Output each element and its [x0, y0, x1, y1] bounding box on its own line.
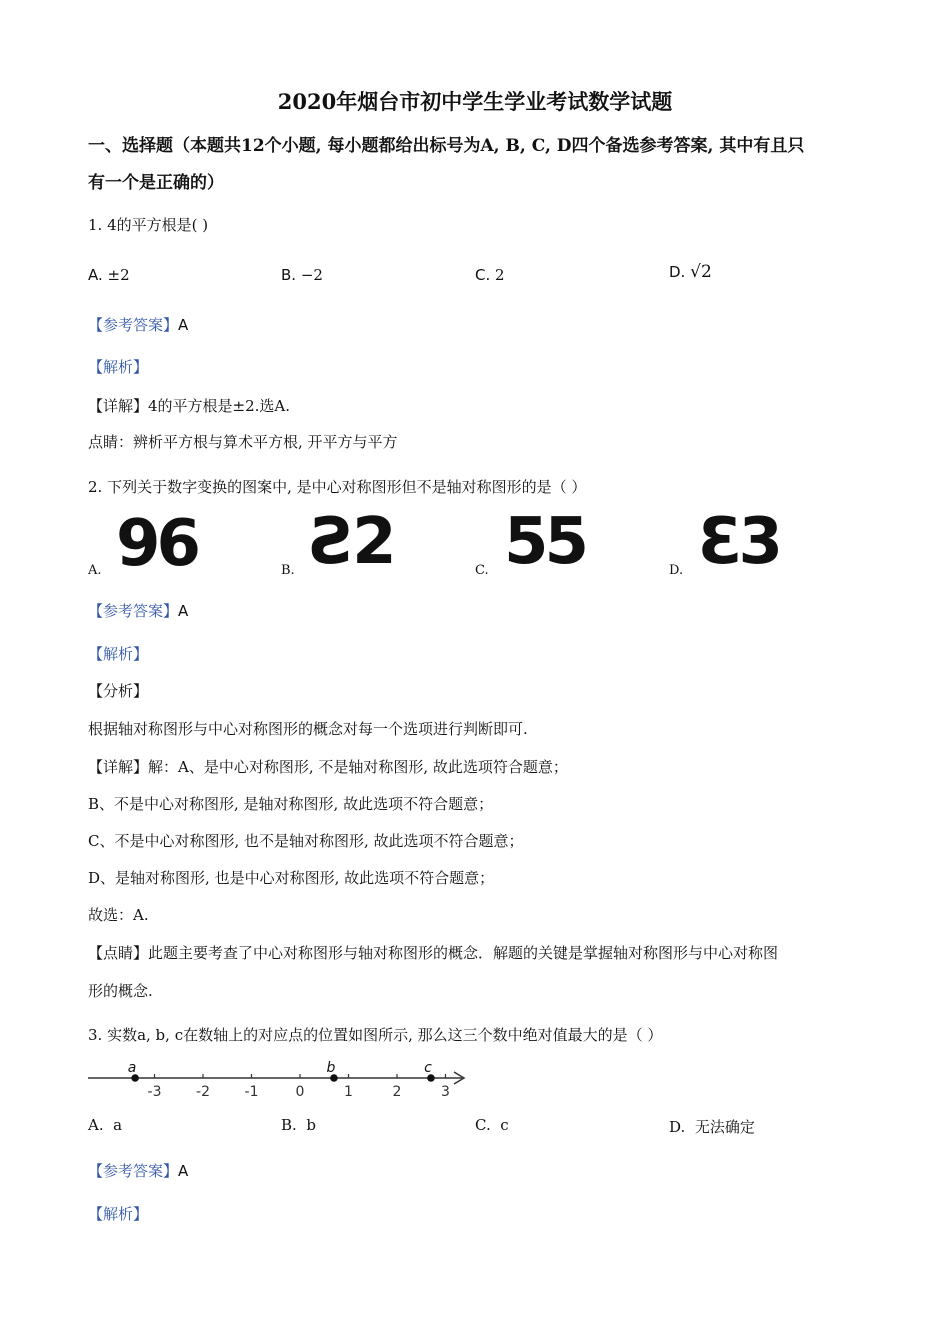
number-line-tick-label: 1 — [344, 1084, 353, 1100]
q3-answer-tag: 【参考答案】 — [88, 1162, 179, 1180]
q2-option-c-label: C. — [475, 563, 489, 578]
q2-fenxi-tag: 【分析】 — [88, 682, 149, 700]
q2-stem: 2. 下列关于数字变换的图案中, 是中心对称图形但不是轴对称图形的是（ ） — [88, 478, 587, 496]
q3-option-a-text: a — [113, 1116, 123, 1134]
q3-option-a — [88, 1116, 122, 1134]
q1-option-d-text: √2 — [690, 262, 712, 282]
q2-detail-line: D、是轴对称图形, 也是中心对称图形, 故此选项不符合题意； — [88, 869, 495, 887]
q2-note-line1: 【点睛】此题主要考查了中心对称图形与轴对称图形的概念．解题的关键是掌握轴对称图形与中心对称图 — [88, 944, 779, 962]
q2-answer-tag: 【参考答案】 — [88, 602, 179, 620]
q3-option-b-text: b — [306, 1116, 316, 1134]
q3-option-a-label: A. — [88, 1116, 104, 1134]
q2-option-a-figure: 96 — [116, 507, 198, 581]
q1-detail: 【详解】4的平方根是±2.选A. — [88, 397, 291, 415]
q1-answer-value: A — [178, 316, 189, 334]
q1-option-a — [88, 266, 130, 284]
q1-option-b — [281, 266, 323, 284]
q3-option-b-label: B. — [281, 1116, 297, 1134]
q3-option-d-text: 无法确定 — [694, 1118, 755, 1136]
q1-option-a-label: A. — [88, 266, 103, 284]
q2-detail-line: 【详解】解：A、是中心对称图形, 不是轴对称图形, 故此选项符合题意； — [88, 758, 568, 776]
q3-option-c — [475, 1116, 509, 1134]
q1-analysis-tag: 【解析】 — [88, 358, 149, 376]
section-heading-line2: 有一个是正确的） — [88, 173, 224, 193]
q3-option-b — [281, 1116, 316, 1134]
number-line-point-label: a — [127, 1060, 137, 1076]
number-line-tick-label: -1 — [244, 1084, 259, 1100]
number-line-point-label: c — [424, 1060, 432, 1076]
q1-option-d — [669, 262, 712, 282]
q2-fenxi: 根据轴对称图形与中心对称图形的概念对每一个选项进行判断即可. — [88, 720, 528, 738]
q1-option-c — [475, 266, 505, 284]
q1-option-a-text: ±2 — [107, 266, 130, 284]
q1-option-b-label: B. — [281, 266, 297, 284]
number-line-tick-label: 3 — [441, 1084, 450, 1100]
q1-option-b-text: −2 — [300, 266, 323, 284]
number-line-tick-label: 0 — [295, 1084, 305, 1100]
q2-answer — [88, 600, 188, 621]
q3-answer — [88, 1160, 188, 1181]
q3-option-c-text: c — [500, 1116, 509, 1134]
q1-stem: 1. 4的平方根是( ) — [88, 216, 209, 234]
q1-option-c-text: 2 — [495, 266, 505, 284]
q1-option-c-label: C. — [475, 266, 491, 284]
page-title: 2020年烟台市初中学生学业考试数学试题 — [277, 89, 673, 114]
q1-answer-tag: 【参考答案】 — [88, 316, 179, 334]
q1-option-d-label: D. — [669, 263, 686, 281]
q2-analysis-tag: 【解析】 — [88, 645, 149, 663]
q2-detail-line: 故选：A. — [88, 906, 149, 924]
q3-option-d-label: D. — [669, 1118, 686, 1136]
q3-answer-value: A — [178, 1162, 189, 1180]
number-line-tick-label: 2 — [392, 1084, 402, 1100]
q2-option-d-label: D. — [669, 563, 684, 578]
number-line-tick-label: -2 — [196, 1084, 210, 1100]
q3-option-c-label: C. — [475, 1116, 491, 1134]
q3-stem: 3. 实数a, b, c在数轴上的对应点的位置如图所示, 那么这三个数中绝对值最大的是（ ） — [88, 1026, 663, 1044]
q2-option-d-figure: Ɛ3 — [698, 505, 780, 579]
q2-option-c-figure: 55 — [504, 505, 586, 579]
q2-option-b-figure: Ƨ2 — [310, 505, 393, 579]
q2-detail-line: B、不是中心对称图形, 是轴对称图形, 故此选项不符合题意； — [88, 795, 494, 813]
section-heading-line1: 一、选择题（本题共12个小题, 每小题都给出标号为A, B, C, D四个备选参考答案, 其中有且只 — [88, 136, 805, 156]
q2-detail-line: C、不是中心对称图形, 也不是轴对称图形, 故此选项不符合题意； — [88, 832, 524, 850]
q2-option-a-label: A. — [88, 563, 102, 578]
number-line-tick-label: -3 — [147, 1084, 162, 1100]
q1-answer — [88, 314, 188, 335]
q3-option-d — [669, 1116, 755, 1137]
q1-note: 点睛：辨析平方根与算术平方根, 开平方与平方 — [88, 433, 398, 451]
number-line-point-label: b — [326, 1060, 336, 1076]
q3-number-line — [86, 1056, 476, 1104]
q3-analysis-tag: 【解析】 — [88, 1205, 149, 1223]
q2-note-line2: 形的概念. — [88, 982, 153, 1000]
q2-option-b-label: B. — [281, 563, 295, 578]
q2-answer-value: A — [178, 602, 189, 620]
